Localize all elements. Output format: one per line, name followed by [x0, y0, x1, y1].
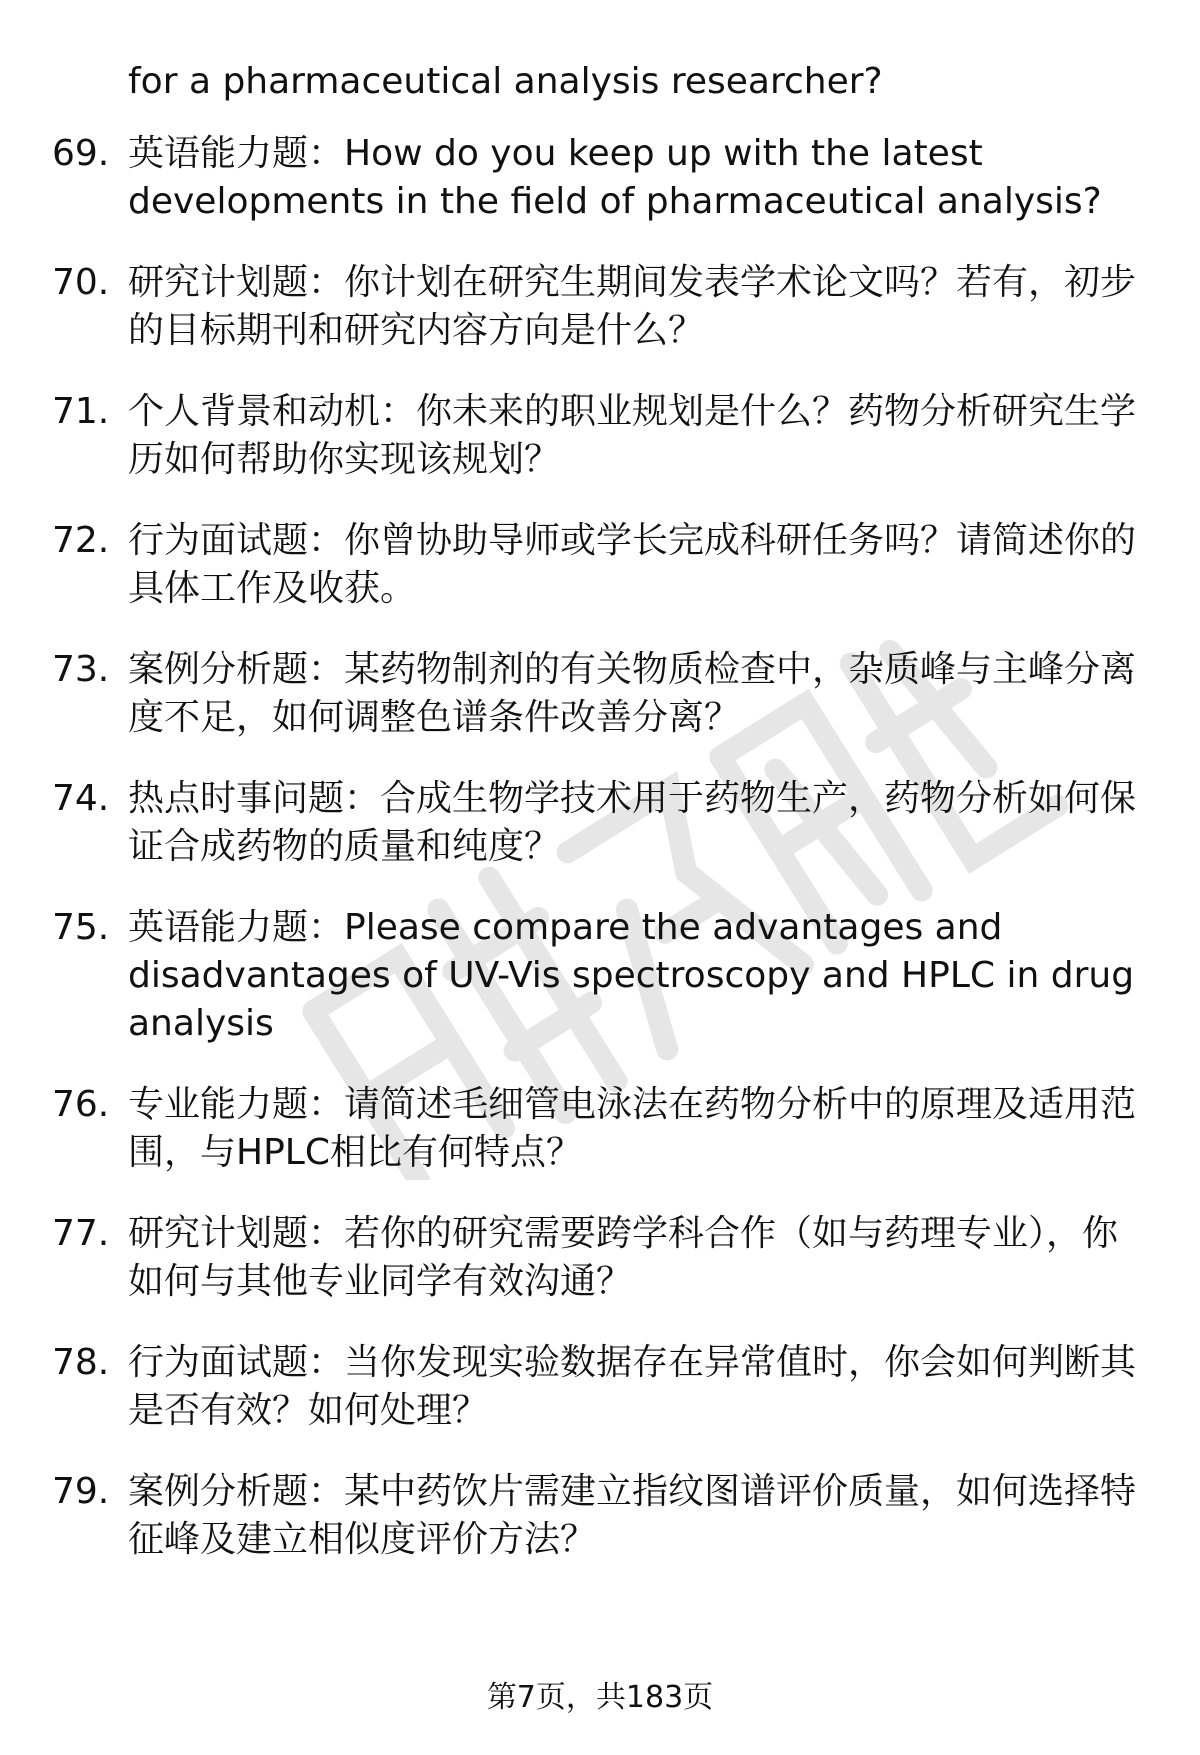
question-item — [0, 646, 1200, 742]
question-text: 案例分析题：某药物制剂的有关物质检查中，杂质峰与主峰分离度不足，如何调整色谱条件改善分离？ — [128, 649, 1137, 738]
question-number: 78. — [52, 1342, 110, 1383]
question-list — [0, 130, 1200, 1597]
question-number: 70. — [52, 262, 110, 303]
question-number: 75. — [52, 907, 110, 948]
question-text: 英语能力题：How do you keep up with the latest developments in the field of pharmaceutical analysis? — [128, 133, 1102, 222]
question-item — [0, 1339, 1200, 1435]
question-number: 74. — [52, 778, 110, 819]
question-text: 个人背景和动机：你未来的职业规划是什么？药物分析研究生学历如何帮助你实现该规划？ — [128, 391, 1137, 480]
question-item — [0, 259, 1200, 355]
question-text: 英语能力题：Please compare the advantages and disadvantages of UV-Vis spectroscopy and HPLC in drug analysis — [128, 907, 1135, 1044]
question-item — [0, 1468, 1200, 1564]
question-item — [0, 388, 1200, 484]
question-text: 案例分析题：某中药饮片需建立指纹图谱评价质量，如何选择特征峰及建立相似度评价方法？ — [128, 1471, 1137, 1560]
question-number: 79. — [52, 1471, 110, 1512]
question-text: 研究计划题：你计划在研究生期间发表学术论文吗？若有，初步的目标期刊和研究内容方向是什么？ — [128, 262, 1137, 351]
continuation-text: for a pharmaceutical analysis researcher? — [128, 61, 883, 102]
question-item — [0, 904, 1200, 1048]
question-item — [0, 517, 1200, 613]
question-number: 73. — [52, 649, 110, 690]
question-text: 研究计划题：若你的研究需要跨学科合作（如与药理专业），你如何与其他专业同学有效沟通？ — [128, 1213, 1119, 1302]
question-text: 热点时事问题：合成生物学技术用于药物生产，药物分析如何保证合成药物的质量和纯度？ — [128, 778, 1137, 867]
question-number: 71. — [52, 391, 110, 432]
question-number: 76. — [52, 1084, 110, 1125]
page-number-footer: 第7页，共183页 — [486, 1680, 714, 1715]
question-item — [0, 1081, 1200, 1177]
question-item — [0, 1210, 1200, 1306]
question-number: 69. — [52, 133, 110, 174]
question-number: 72. — [52, 520, 110, 561]
question-item — [0, 130, 1200, 226]
question-text: 专业能力题：请简述毛细管电泳法在药物分析中的原理及适用范围，与HPLC相比有何特点？ — [128, 1084, 1137, 1173]
question-number: 77. — [52, 1213, 110, 1254]
question-item — [0, 775, 1200, 871]
question-text: 行为面试题：当你发现实验数据存在异常值时，你会如何判断其是否有效？如何处理？ — [128, 1342, 1137, 1431]
question-text: 行为面试题：你曾协助导师或学长完成科研任务吗？请简述你的具体工作及收获。 — [128, 520, 1137, 609]
